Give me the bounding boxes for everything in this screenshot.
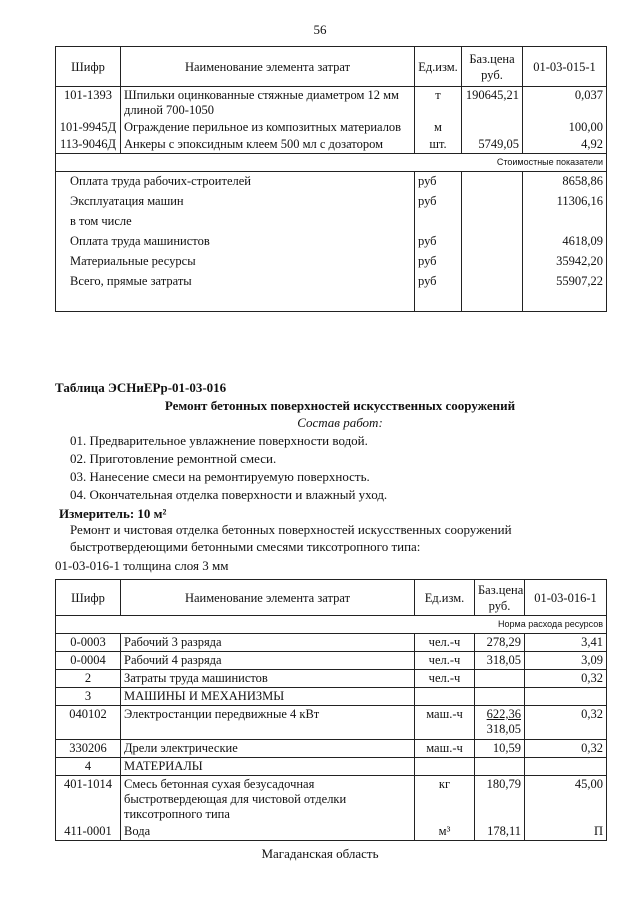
section-heading: Ремонт бетонных поверхностей искусственных сооружений: [164, 398, 516, 413]
resource-price: [475, 706, 525, 740]
table-spacer: [56, 292, 607, 312]
summary-label: Всего, прямые затраты: [56, 272, 415, 292]
resource-unit: [415, 758, 475, 776]
resource-code: 0-0004: [56, 652, 121, 670]
resource-unit: чел.-ч: [415, 634, 475, 652]
works-title: Состав работ:: [297, 415, 383, 430]
table-title: Таблица ЭСНиЕРр-01-03-016: [55, 380, 227, 395]
resource-name: Рабочий 4 разряда: [121, 652, 415, 670]
price-value: 178,11: [487, 824, 521, 838]
header-price: Баз.цена руб.: [475, 580, 525, 616]
summary-row: [56, 192, 607, 212]
resource-code: 3: [56, 688, 121, 706]
summary-row: [56, 232, 607, 252]
resource-name: Рабочий 3 разряда: [121, 634, 415, 652]
table-row: [56, 688, 607, 706]
summary-label: Эксплуатация машин: [56, 192, 415, 212]
resource-unit: шт.: [415, 136, 462, 154]
resource-norm: П: [525, 823, 607, 841]
resource-name: МАШИНЫ И МЕХАНИЗМЫ: [121, 688, 415, 706]
summary-value: 11306,16: [523, 192, 607, 212]
summary-label: Оплата труда рабочих-строителей: [56, 172, 415, 192]
price-value: 278,29: [486, 635, 521, 649]
price-value: 318,05: [486, 653, 521, 667]
resource-norm: 0,32: [525, 740, 607, 758]
summary-value: [523, 212, 607, 232]
resource-unit: чел.-ч: [415, 670, 475, 688]
subheader-row: [56, 616, 607, 634]
resource-unit: т: [415, 87, 462, 120]
norm-line: 01-03-016-1 толщина слоя 3 мм: [55, 558, 229, 573]
work-item: 03. Нанесение смеси на ремонтируемую поверхность.: [70, 469, 370, 484]
meter-label: Измеритель: 10 м²: [59, 506, 167, 521]
resource-norm: [525, 688, 607, 706]
resource-code: 401-1014: [56, 776, 121, 824]
resource-code: 101-1393: [56, 87, 121, 120]
resource-norm: 0,037: [523, 87, 607, 120]
header-code: Шифр: [56, 580, 121, 616]
header-norm-code: 01-03-016-1: [525, 580, 607, 616]
summary-label: в том числе: [56, 212, 415, 232]
resource-price: [475, 740, 525, 758]
price-value: 622,36: [486, 707, 521, 721]
resource-norm: 0,32: [525, 706, 607, 740]
summary-row: [56, 212, 607, 232]
summary-row: [56, 272, 607, 292]
resource-unit: [415, 688, 475, 706]
resource-name: МАТЕРИАЛЫ: [121, 758, 415, 776]
price-value-secondary: 318,05: [486, 722, 521, 736]
resource-name: Ограждение перильное из композитных материалов: [121, 119, 415, 136]
resource-norm: 45,00: [525, 776, 607, 824]
subheader-label: Стоимостные показатели: [121, 154, 607, 172]
summary-empty: [462, 272, 523, 292]
table-row: [56, 776, 607, 824]
works-list: [70, 432, 630, 504]
summary-value: 55907,22: [523, 272, 607, 292]
summary-unit: руб: [415, 192, 462, 212]
table-row: [56, 823, 607, 841]
resource-price: 5749,05: [462, 136, 523, 154]
table-row: [56, 652, 607, 670]
resource-name: Смесь бетонная сухая безусадочная быстротвердеющая для чистовой отделки тиксотропного типа: [121, 776, 415, 824]
header-unit: Ед.изм.: [415, 47, 462, 87]
resource-name: Вода: [121, 823, 415, 841]
resource-price: [475, 688, 525, 706]
resource-unit: маш.-ч: [415, 706, 475, 740]
page-number: 56: [313, 22, 327, 37]
resource-code: 040102: [56, 706, 121, 740]
summary-unit: [415, 212, 462, 232]
price-value: 180,79: [486, 777, 521, 791]
table-row: [56, 706, 607, 740]
resource-norm: 3,41: [525, 634, 607, 652]
header-unit: Ед.изм.: [415, 580, 475, 616]
resource-price: [475, 776, 525, 824]
summary-empty: [462, 232, 523, 252]
summary-empty: [462, 212, 523, 232]
resource-unit: кг: [415, 776, 475, 824]
section-description: Ремонт и чистовая отделка бетонных поверхностей искусственных сооружений быстротвердеющими бетонными смесями тиксотропного типа:: [70, 522, 512, 554]
work-item: 02. Приготовление ремонтной смеси.: [70, 451, 277, 466]
table-row: [56, 87, 607, 120]
resource-table-015: [55, 46, 607, 312]
summary-row: [56, 252, 607, 272]
resource-norm: 0,32: [525, 670, 607, 688]
work-item: 01. Предварительное увлажнение поверхности водой.: [70, 433, 368, 448]
resource-norm: 4,92: [523, 136, 607, 154]
header-name: Наименование элемента затрат: [121, 580, 415, 616]
summary-label: Оплата труда машинистов: [56, 232, 415, 252]
summary-row: [56, 172, 607, 192]
summary-unit: руб: [415, 272, 462, 292]
resource-unit: маш.-ч: [415, 740, 475, 758]
resource-code: 4: [56, 758, 121, 776]
resource-name: Затраты труда машинистов: [121, 670, 415, 688]
header-code: Шифр: [56, 47, 121, 87]
resource-price: [475, 758, 525, 776]
resource-table-016: [55, 579, 607, 841]
summary-unit: руб: [415, 252, 462, 272]
resource-code: 0-0003: [56, 634, 121, 652]
resource-name: Шпильки оцинкованные стяжные диаметром 12 мм длиной 700-1050: [121, 87, 415, 120]
summary-unit: руб: [415, 232, 462, 252]
resource-code: 330206: [56, 740, 121, 758]
resource-norm: [525, 758, 607, 776]
resource-price: [475, 634, 525, 652]
header-name: Наименование элемента затрат: [121, 47, 415, 87]
resource-unit: м: [415, 119, 462, 136]
table-row: [56, 758, 607, 776]
resource-name: Анкеры с эпоксидным клеем 500 мл с дозатором: [121, 136, 415, 154]
resource-price: [475, 670, 525, 688]
summary-empty: [462, 172, 523, 192]
resource-code: 113-9046Д: [56, 136, 121, 154]
summary-empty: [462, 252, 523, 272]
summary-empty: [462, 192, 523, 212]
resource-code: 411-0001: [56, 823, 121, 841]
summary-value: 4618,09: [523, 232, 607, 252]
summary-value: 8658,86: [523, 172, 607, 192]
resource-unit: чел.-ч: [415, 652, 475, 670]
resource-name: Электростанции передвижные 4 кВт: [121, 706, 415, 740]
subheader-row: [56, 154, 607, 172]
resource-code: 101-9945Д: [56, 119, 121, 136]
footer-region: Магаданская область: [261, 846, 379, 861]
resource-price: 190645,21: [462, 87, 523, 120]
work-item: 04. Окончательная отделка поверхности и влажный уход.: [70, 487, 388, 502]
resource-code: 2: [56, 670, 121, 688]
summary-label: Материальные ресурсы: [56, 252, 415, 272]
resource-norm: 3,09: [525, 652, 607, 670]
subheader-label: Норма расхода ресурсов: [121, 616, 607, 634]
table-row: [56, 634, 607, 652]
resource-price: [475, 823, 525, 841]
resource-name: Дрели электрические: [121, 740, 415, 758]
table-row: [56, 670, 607, 688]
resource-price: [462, 119, 523, 136]
header-price: Баз.цена руб.: [462, 47, 523, 87]
resource-unit: м³: [415, 823, 475, 841]
header-norm-code: 01-03-015-1: [523, 47, 607, 87]
resource-price: [475, 652, 525, 670]
table-row: [56, 119, 607, 136]
table-row: [56, 136, 607, 154]
summary-value: 35942,20: [523, 252, 607, 272]
price-value: 10,59: [492, 741, 521, 755]
summary-unit: руб: [415, 172, 462, 192]
table-row: [56, 740, 607, 758]
resource-norm: 100,00: [523, 119, 607, 136]
